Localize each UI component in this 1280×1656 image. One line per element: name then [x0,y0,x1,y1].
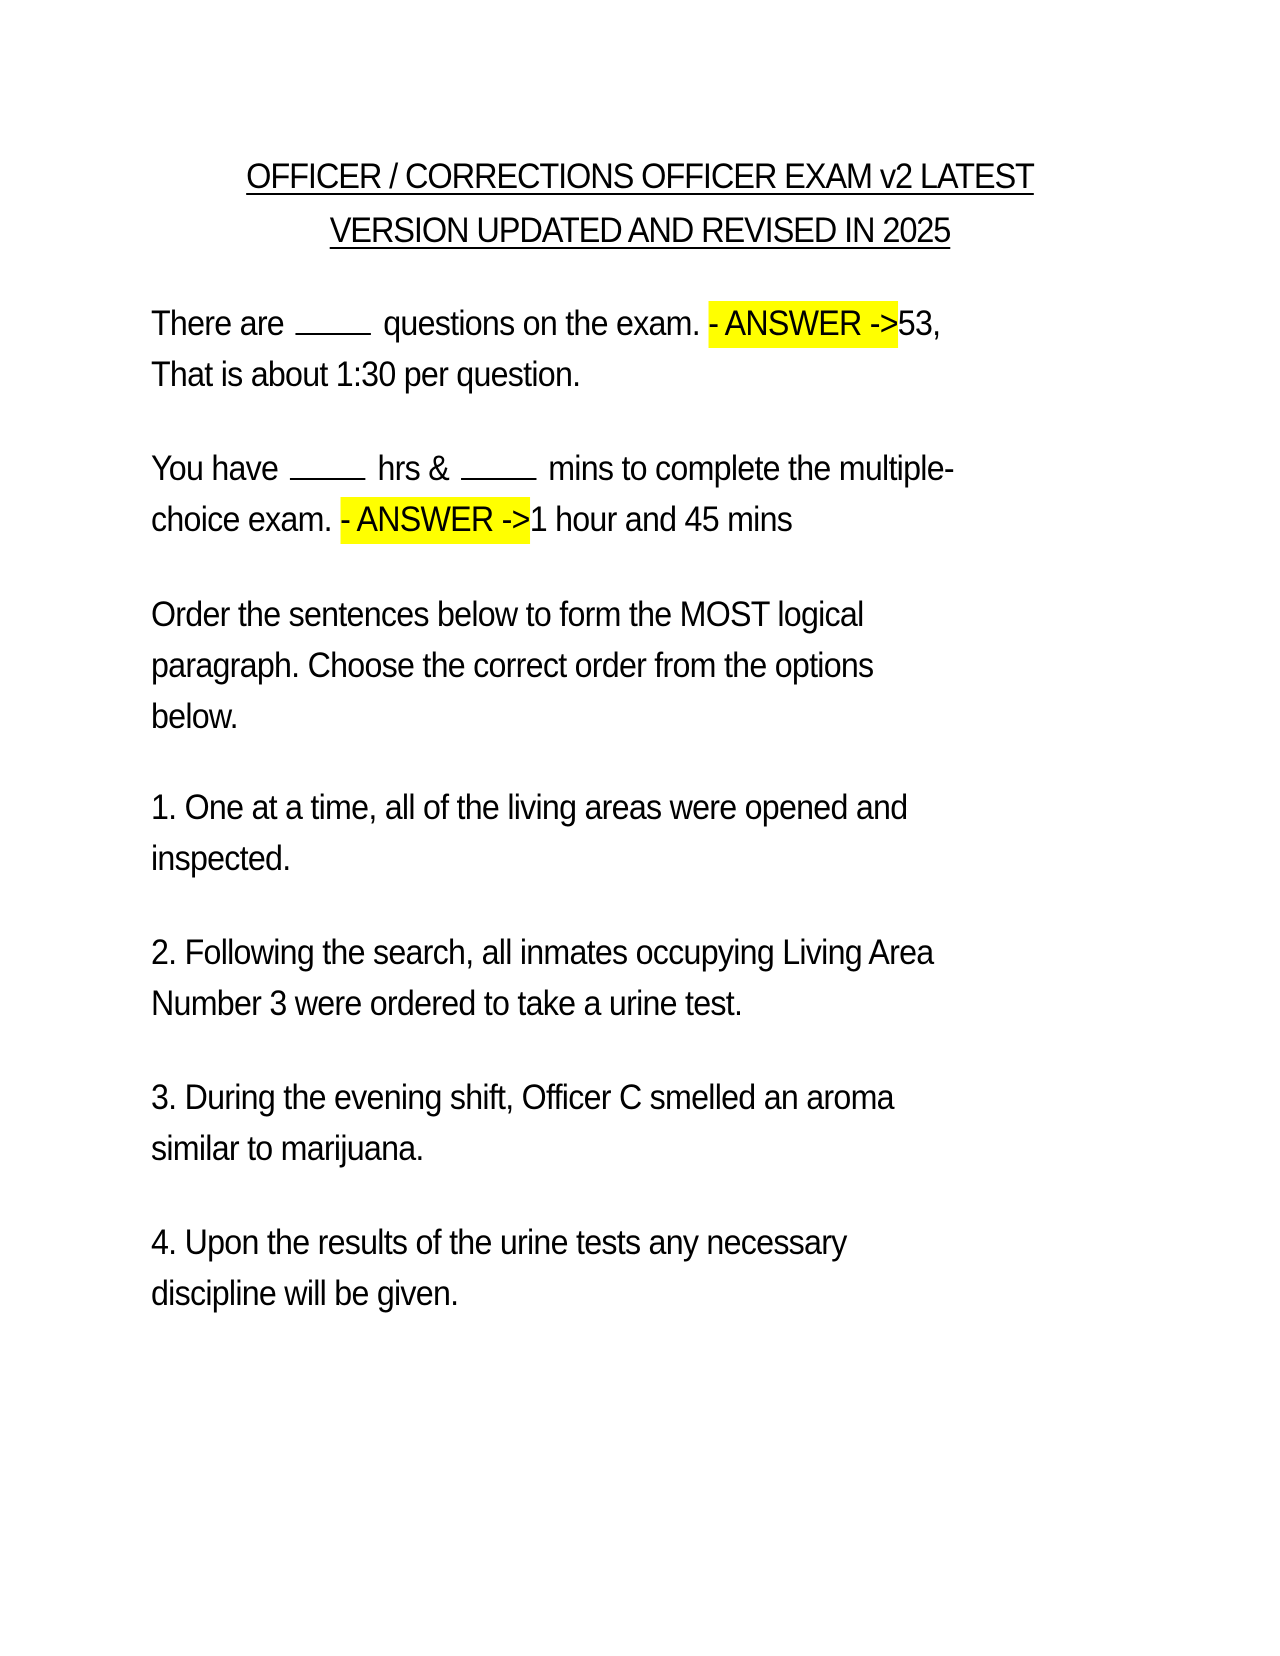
document-title [45,150,1235,258]
sentence-4-line-2: discipline will be given. [151,1274,459,1313]
question-1-answer: 53, [897,304,941,343]
answer-blank [296,303,371,335]
ordering-instruction [151,589,1089,742]
sentence-1-line-1: 1. One at a time, all of the living areas were opened and [151,788,908,827]
title-line-2: VERSION UPDATED AND REVISED IN 2025 [329,211,951,250]
hours-blank [290,448,365,480]
answer-marker-highlight: - ANSWER -> [708,301,898,348]
sentence-2-line-1: 2. Following the search, all inmates occupying Living Area [151,933,934,972]
title-line-1: OFFICER / CORRECTIONS OFFICER EXAM v2 LATEST [246,157,1034,196]
question-2-answer: 1 hour and 45 mins [529,500,793,539]
sentence-2 [151,927,1089,1029]
instruction-line-1: Order the sentences below to form the MOST logical [151,595,864,634]
sentence-4-line-1: 4. Upon the results of the urine tests any necessary [151,1223,847,1262]
minutes-blank [461,448,536,480]
sentence-4 [151,1217,1089,1319]
sentence-2-line-2: Number 3 were ordered to take a urine test. [151,984,743,1023]
sentence-1-line-2: inspected. [151,839,291,878]
question-2-suffix: mins to complete the multiple- [548,449,954,488]
question-1-prefix: There are [151,304,284,343]
question-2-line2-prefix: choice exam. [151,500,332,539]
question-1-suffix: questions on the exam. [383,304,700,343]
question-2-middle: hrs & [377,449,449,488]
sentence-1 [151,782,1089,884]
question-2-prefix: You have [151,449,279,488]
question-2 [151,443,1089,545]
sentence-3-line-1: 3. During the evening shift, Officer C smelled an aroma [151,1078,894,1117]
sentence-3-line-2: similar to marijuana. [151,1129,424,1168]
instruction-line-2: paragraph. Choose the correct order from the options [151,646,874,685]
question-1 [151,298,1089,400]
answer-marker-highlight: - ANSWER -> [340,497,530,544]
sentence-3 [151,1072,1089,1174]
question-1-continuation: That is about 1:30 per question. [151,355,581,394]
instruction-line-3: below. [151,697,238,736]
